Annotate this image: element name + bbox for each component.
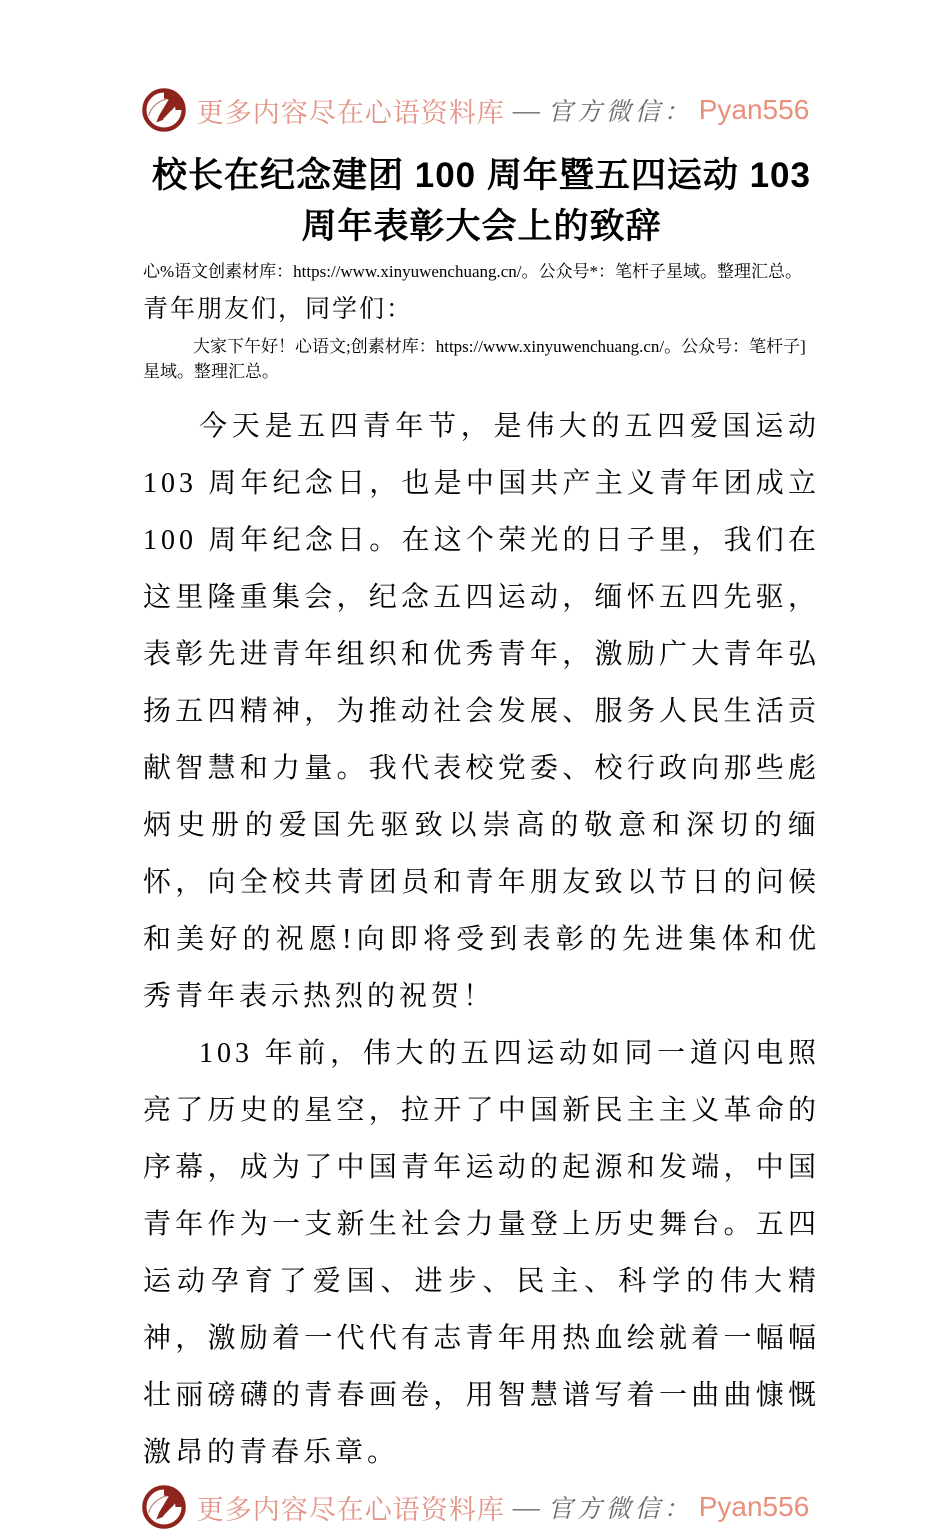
pen-swirl-logo-icon (141, 1484, 187, 1530)
watermark-brand-text: 更多内容尽在心语资料库 (196, 1494, 505, 1525)
watermark-wechat-label: 官方微信： (547, 99, 693, 126)
body-paragraph-2: 103 年前，伟大的五四运动如同一道闪电照亮了历史的星空，拉开了中国新民主主义革命的序幕，成为了中国青年运动的起源和发端，中国青年作为一支新生社会力量登上历史舞台。五四运动孕育了爱国、进步、民主、科学的伟大精神，激励着一代代有志青年用热血绘就着一幅幅壮丽磅礴的青春画卷，用智慧谱写着一曲曲慷慨激昂的青春乐章。 (143, 1038, 820, 1468)
header-watermark (0, 84, 950, 136)
source-attribution-line: 心%语文创素材库：https://www.xinyuwenchuang.cn/。公众号*：笔杆子星域。整理汇总。 (143, 262, 803, 281)
footer-watermark (0, 1481, 950, 1533)
watermark-dash: — (512, 94, 540, 125)
body-paragraph-1: 今天是五四青年节，是伟大的五四爱国运动 103 周年纪念日，也是中国共产主义青年团成立 100 周年纪念日。在这个荣光的日子里，我们在这里隆重集会，纪念五四运动，缅怀五四先驱，表彰先进青年组织和优秀青年，激励广大青年弘扬五四精神，为推动社会发展、服务人民生活贡献智慧和力量。我代表校党委、校行政向那些彪炳史册的爱国先驱致以崇高的敬意和深切的缅怀，向全校共青团员和青年朋友致以节日的问候和美好的祝愿!向即将受到表彰的先进集体和优秀青年表示热烈的祝贺！ (143, 411, 820, 1012)
watermark-wechat-id: Pyan556 (698, 94, 810, 125)
document-content (143, 136, 820, 1481)
watermark-wechat-label: 官方微信： (547, 1496, 693, 1523)
opening-note: 大家下午好！心语文;创素材库：https://www.xinyuwenchuang.cn/。公众号：笔杆子]星域。整理汇总。 (143, 337, 806, 381)
watermark-wechat-id: Pyan556 (698, 1491, 810, 1522)
title-line-1: 校长在纪念建团 100 周年暨五四运动 103 (152, 156, 811, 195)
pen-swirl-logo-icon (141, 87, 187, 133)
title-line-2: 周年表彰大会上的致辞 (301, 207, 662, 246)
watermark-dash: — (512, 1491, 540, 1522)
document-title (143, 150, 820, 252)
watermark-brand-text: 更多内容尽在心语资料库 (196, 97, 505, 128)
salutation-line: 青年朋友们，同学们： (143, 296, 414, 323)
